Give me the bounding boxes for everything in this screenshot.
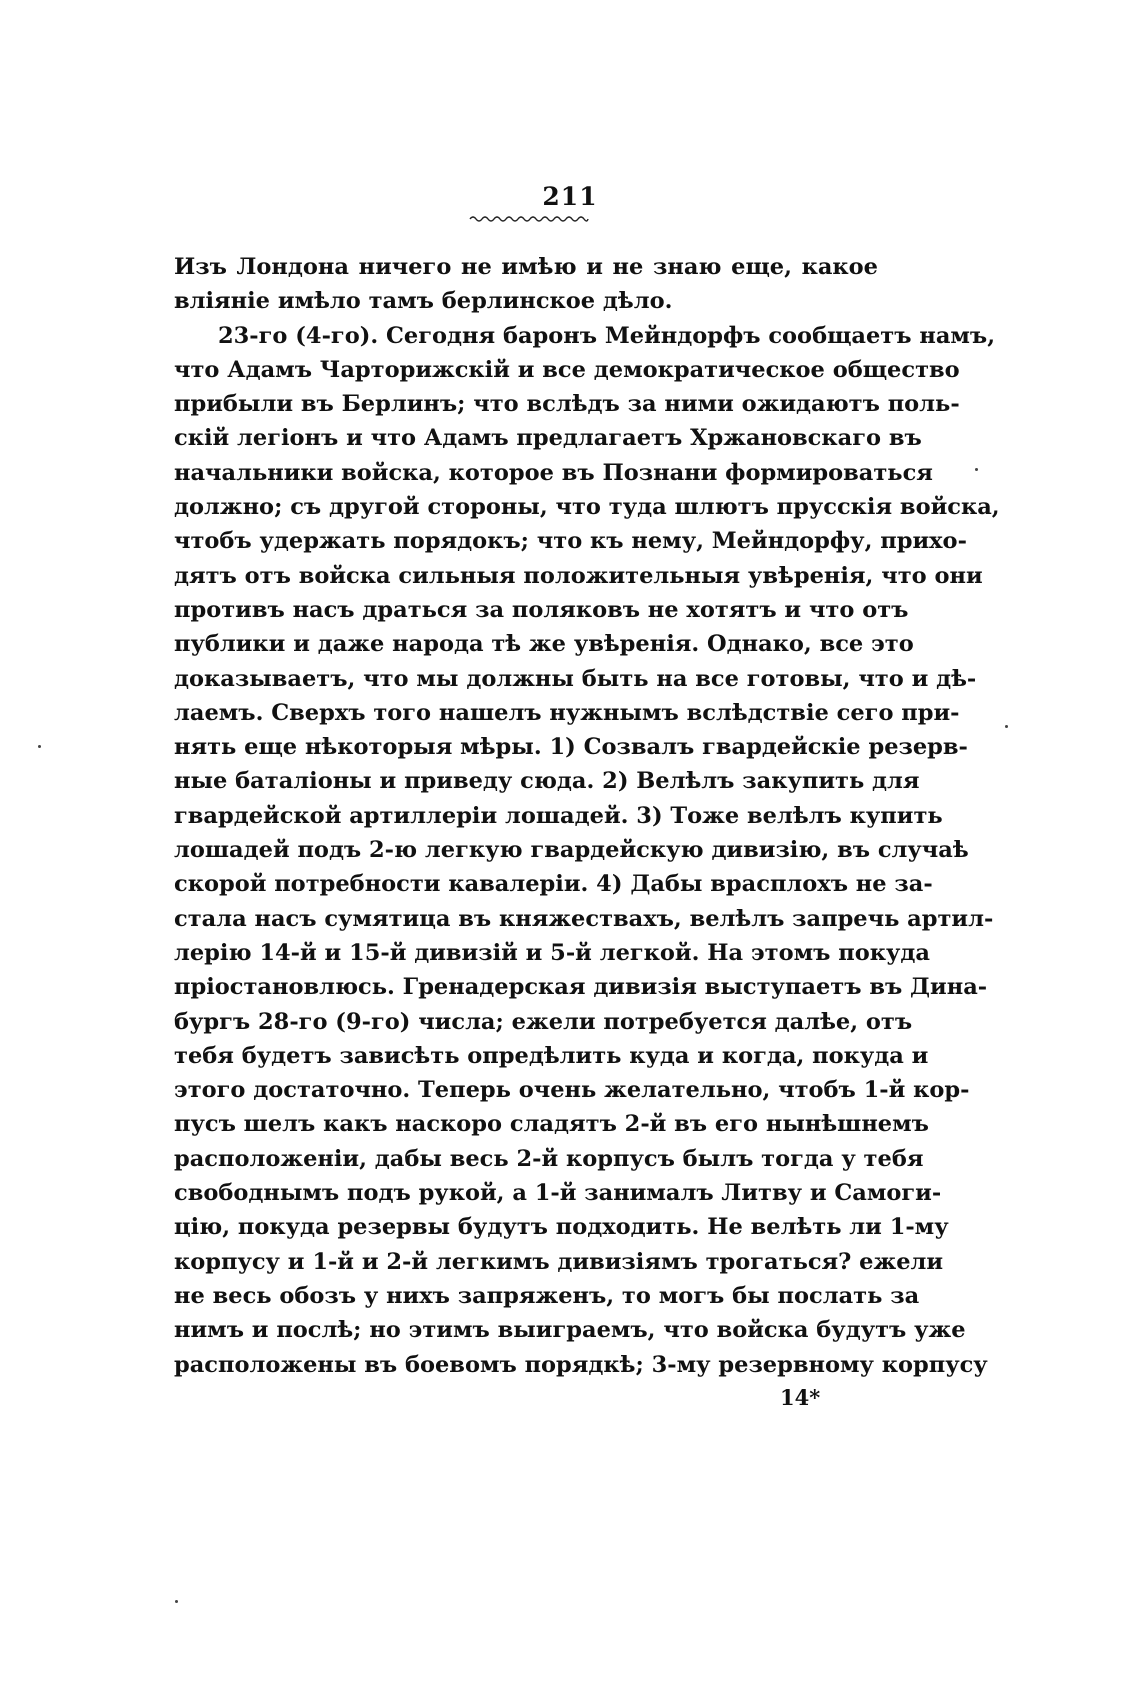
text-line: доказываетъ, что мы должны быть на все готовы, что и дѣ- <box>174 665 977 692</box>
text-line: лерію 14-й и 15-й дивизій и 5-й легкой. На этомъ покуда <box>174 939 930 966</box>
text-line: не весь обозъ у нихъ запряженъ, то могъ бы послать за <box>174 1282 920 1309</box>
text-line: 23-го (4-го). Сегодня баронъ Мейндорфъ сообщаетъ намъ, <box>218 322 996 349</box>
text-line: чтобъ удержать порядокъ; что къ нему, Мейндорфу, прихо- <box>174 528 967 555</box>
text-line: что Адамъ Чарторижскій и все демократическое общество <box>174 356 960 383</box>
text-line: должно; съ другой стороны, что туда шлютъ прусскія войска, <box>174 494 1000 521</box>
scan-speck <box>38 745 41 748</box>
text-line: нимъ и послѣ; но этимъ выиграемъ, что войска будутъ уже <box>174 1317 966 1344</box>
text-line: публики и даже народа тѣ же увѣренія. Однако, все это <box>174 631 914 658</box>
wavy-rule-ornament <box>470 214 588 224</box>
text-line: лошадей подъ 2-ю легкую гвардейскую дивизію, въ случаѣ <box>174 837 969 864</box>
text-line: тебя будетъ зависѣть опредѣлить куда и когда, покуда и <box>174 1042 929 1069</box>
text-line: прибыли въ Берлинъ; что вслѣдъ за ними ожидаютъ поль- <box>174 391 960 418</box>
text-line: дятъ отъ войска сильныя положительныя увѣренія, что они <box>174 562 983 589</box>
scan-speck <box>175 1600 178 1603</box>
text-line: цію, покуда резервы будутъ подходить. Не велѣть ли 1-му <box>174 1214 949 1241</box>
text-line: вліяніе имѣло тамъ берлинское дѣло. <box>174 288 673 315</box>
text-line: корпусу и 1-й и 2-й легкимъ дивизіямъ трогаться? ежели <box>174 1248 944 1275</box>
text-line: лаемъ. Сверхъ того нашелъ нужнымъ вслѣдствіе сего при- <box>174 699 960 726</box>
text-line: скорой потребности кавалеріи. 4) Дабы врасплохъ не за- <box>174 871 933 898</box>
text-line: свободнымъ подъ рукой, а 1-й занималъ Литву и Самоги- <box>174 1180 942 1207</box>
text-line: гвардейской артиллеріи лошадей. 3) Тоже велѣлъ купить <box>174 802 943 829</box>
page-number: 211 <box>542 182 598 211</box>
text-line: расположены въ боевомъ порядкѣ; 3-му резервному корпусу <box>174 1351 988 1378</box>
text-line: пріостановлюсь. Гренадерская дивизія выступаетъ въ Дина- <box>174 974 988 1001</box>
text-line: ные баталіоны и приведу сюда. 2) Велѣлъ закупить для <box>174 768 920 795</box>
text-line: начальники войска, которое въ Познани формироваться <box>174 459 933 486</box>
text-line: стала насъ сумятица въ княжествахъ, велѣлъ запречь артил- <box>174 905 994 932</box>
text-line: скій легіонъ и что Адамъ предлагаетъ Хржановскаго въ <box>174 425 922 452</box>
text-line: нять еще нѣкоторыя мѣры. 1) Созвалъ гвардейскіе резерв- <box>174 734 968 761</box>
body-text <box>174 250 1000 1382</box>
text-line: противъ насъ драться за поляковъ не хотятъ и что отъ <box>174 596 909 623</box>
text-line: расположеніи, дабы весь 2-й корпусъ былъ тогда у тебя <box>174 1145 924 1172</box>
scan-speck <box>975 468 978 471</box>
text-line: Изъ Лондона ничего не имѣю и не знаю еще, какое <box>174 254 878 280</box>
text-line: бургъ 28-го (9-го) числа; ежели потребуется далѣе, отъ <box>174 1008 913 1035</box>
text-line: пусъ шелъ какъ наскоро сладятъ 2-й въ его нынѣшнемъ <box>174 1111 929 1138</box>
signature-mark: 14* <box>780 1385 821 1410</box>
text-line: этого достаточно. Теперь очень желательно, чтобъ 1-й кор- <box>174 1077 970 1104</box>
scan-speck <box>1005 725 1008 728</box>
